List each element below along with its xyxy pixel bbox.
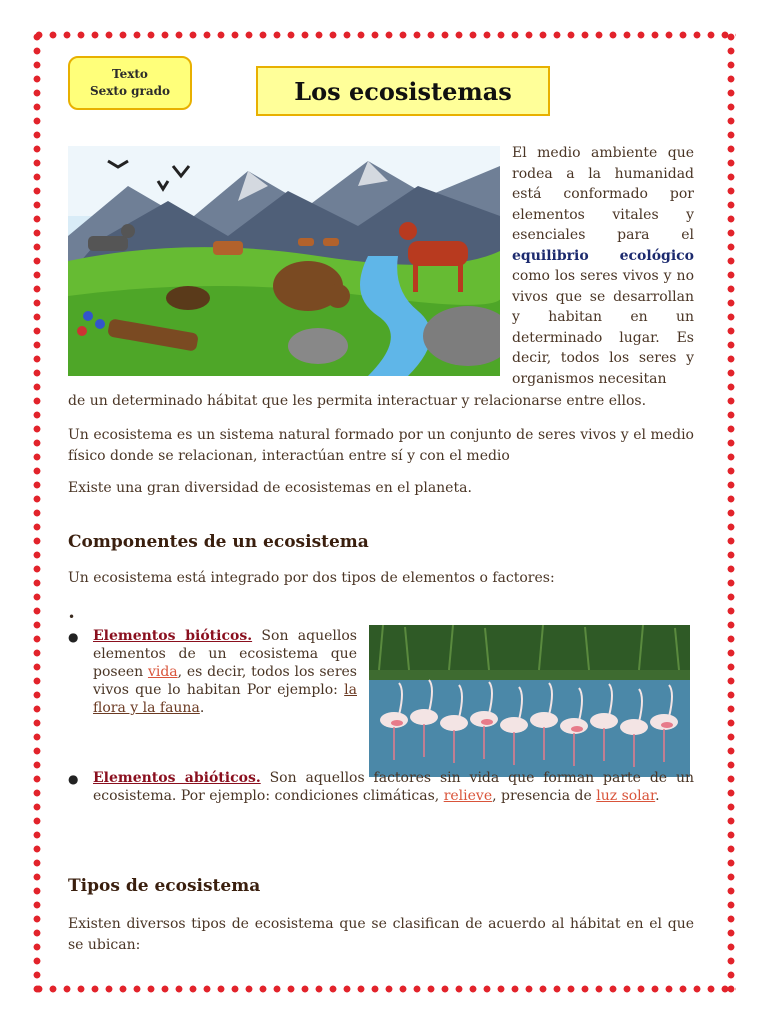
vida-link[interactable]: vida — [147, 664, 178, 680]
biotic-list-item — [93, 627, 357, 717]
dotted-border-right — [726, 30, 736, 994]
tag-line-2: Sexto grado — [89, 84, 171, 98]
intro-paragraph-right — [512, 143, 694, 389]
relieve-link[interactable]: relieve — [443, 788, 493, 804]
abiotic-text-3: . — [655, 788, 660, 804]
dotted-border-bottom — [32, 984, 736, 994]
luz-solar-link[interactable]: luz solar — [596, 788, 656, 804]
flamingos-photo — [369, 625, 690, 777]
components-intro-paragraph: Un ecosistema está integrado por dos tipos de elementos o factores: — [68, 570, 555, 586]
types-paragraph: Existen diversos tipos de ecosistema que se clasifican de acuerdo al hábitat en el que se ubican: — [68, 916, 694, 953]
bullet-abiotic: ● — [68, 772, 79, 786]
tag-line-1: Texto — [112, 67, 148, 81]
abiotic-text-2: , presencia de — [492, 788, 597, 804]
intro-paragraph-continuation: de un determinado hábitat que les permita interactuar y relacionarse entre ellos. — [68, 393, 647, 409]
biotic-text-1: Son aquellos elementos de un ecosistema que poseen — [93, 628, 357, 680]
section-heading-componentes: Componentes de un ecosistema — [68, 532, 369, 552]
section-heading-tipos: Tipos de ecosistema — [68, 876, 261, 896]
ecosystem-illustration — [68, 146, 500, 376]
biotic-text-3: . — [199, 700, 205, 716]
diversity-paragraph: Existe una gran diversidad de ecosistemas en el planeta. — [68, 480, 472, 496]
equilibrio-ecologico-highlight: equilibrio ecológico — [512, 247, 694, 264]
intro-text-after: como los seres vivos y no vivos que se desarrollan y habitan en un determinado lugar. Es decir, todos los seres y organismos necesitan — [512, 268, 694, 387]
flora-fauna-link[interactable]: la flora y la fauna — [93, 682, 357, 716]
biotic-term: Elementos bióticos. — [93, 628, 253, 644]
abiotic-text-1: Son aquellos factores sin vida que forman parte de un ecosistema. Por ejemplo: condiciones climáticas, — [93, 770, 694, 804]
biotic-text-2: , es decir, todos los seres vivos que lo habitan Por ejemplo: — [93, 664, 357, 698]
dotted-border-top — [32, 30, 736, 40]
abiotic-term: Elementos abióticos. — [93, 770, 261, 786]
bullet-biotic: ● — [68, 630, 79, 644]
grade-tag — [68, 56, 192, 110]
ecosystem-definition-paragraph: Un ecosistema es un sistema natural formado por un conjunto de seres vivos y el medio físico donde se relacionan, interactúan entre sí y con el medio — [68, 427, 694, 464]
abiotic-list-item — [93, 769, 694, 805]
dotted-border-left — [32, 30, 42, 994]
page-title — [256, 66, 550, 116]
intro-text-before: El medio ambiente que rodea a la humanidad está conformado por elementos vitales y esenciales para el — [512, 145, 694, 243]
empty-bullet: • — [68, 610, 76, 624]
page-title-text: Los ecosistemas — [294, 76, 512, 106]
